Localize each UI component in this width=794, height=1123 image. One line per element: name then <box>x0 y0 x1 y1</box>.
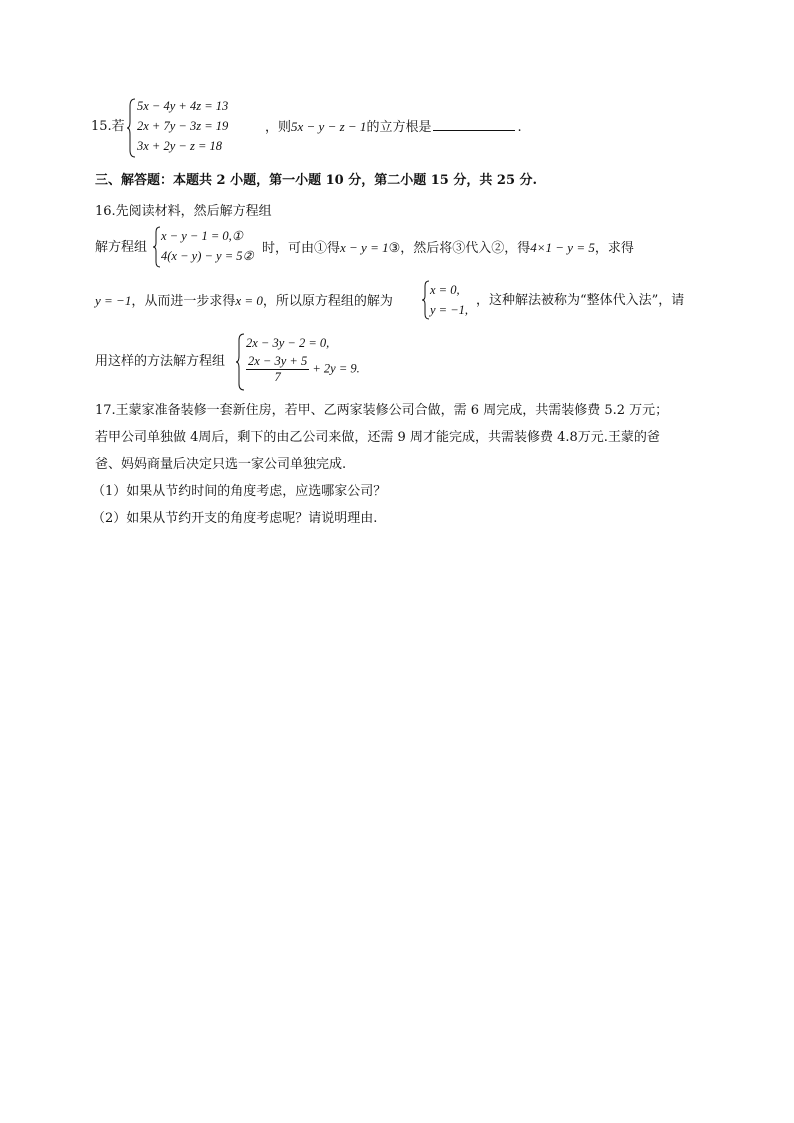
q16-sys2-eq1: 2x − 3y − 2 = 0, <box>246 336 330 350</box>
q16-line3-expr1: y = −1 <box>95 293 132 308</box>
q16-line3-expr2: x = 0 <box>235 293 263 308</box>
q15-rest <box>265 118 522 137</box>
q15-mid: ，则 <box>265 120 292 135</box>
q16-sys2-eq2 <box>246 354 360 385</box>
q16-sys2-rest: + 2y = 9. <box>312 361 360 376</box>
section-3-heading: 三、解答题：本题共 2 小题，第一小题 10 分，第二小题 15 分，共 25 分. <box>95 173 538 188</box>
q16-sol-brace <box>422 280 430 320</box>
q16-line3-text1: ，从而进一步求得 <box>131 294 236 309</box>
q16-sys2 <box>246 333 360 385</box>
q15-eq3: 3x + 2y − z = 18 <box>137 139 223 153</box>
q16-solution <box>430 280 468 320</box>
q16-line2-text1: 时，可由①得 <box>262 241 341 256</box>
q15-system <box>137 96 228 156</box>
q16-sys2-numerator: 2x − 3y + 5 <box>248 354 308 368</box>
q17-sub2: （2）如果从节约开支的角度考虑呢？请说明理由. <box>92 511 378 526</box>
q16-line2-expr1: x − y = 1 <box>340 240 389 255</box>
answer-blank[interactable] <box>433 118 515 131</box>
q16-line4-lead: 用这样的方法解方程组 <box>95 354 226 369</box>
q16-line2-text2: ③，然后将③代入②，得 <box>388 241 531 256</box>
q15-eq2: 2x + 7y − 3z = 19 <box>137 119 229 133</box>
q15-prefix: 15.若 <box>91 119 125 134</box>
q17-sub1: （1）如果从节约时间的角度考虑，应选哪家公司？ <box>92 484 387 499</box>
q16-sys1 <box>161 226 254 266</box>
q16-line3-text3: ，这种解法被称为“整体代入法”，请 <box>476 293 685 308</box>
q16-intro: 16.先阅读材料，然后解方程组 <box>95 204 272 219</box>
q15-end: . <box>517 120 522 135</box>
q15-expr: 5x − y − z − 1 <box>291 119 367 134</box>
q16-line2-lead: 解方程组 <box>95 240 148 255</box>
q17-line3: 爸、妈妈商量后决定只选一家公司单独完成. <box>95 457 347 472</box>
q16-line2 <box>262 239 634 258</box>
q16-line2-text3: ，求得 <box>594 241 634 256</box>
q16-sys1-brace <box>153 226 161 268</box>
q16-sys2-brace <box>236 333 245 391</box>
q16-sys1-eq1: x − y − 1 = 0,① <box>161 229 243 243</box>
q16-sys1-eq2: 4(x − y) − y = 5② <box>161 249 254 263</box>
q16-line3-a <box>95 292 393 311</box>
q16-sol-eq2: y = −1, <box>430 303 469 317</box>
q16-line3-text2: ，所以原方程组的解为 <box>262 294 393 309</box>
q16-sys2-fraction <box>246 354 309 385</box>
q15-brace <box>127 98 137 158</box>
q15-eq1: 5x − 4y + 4z = 13 <box>137 99 229 113</box>
q17-line1: 17.王蒙家准备装修一套新住房，若甲、乙两家装修公司合做，需 6 周完成，共需装修费 5.2 万元； <box>95 403 669 418</box>
q17-line2: 若甲公司单独做 4周后，剩下的由乙公司来做，还需 9 周才能完成，共需装修费 4.8万元.王蒙的爸 <box>95 430 660 445</box>
q16-sys2-denominator: 7 <box>274 370 281 384</box>
q15-suffix: 的立方根是 <box>366 120 432 135</box>
q16-sol-eq1: x = 0, <box>430 283 460 297</box>
q16-line2-expr2: 4×1 − y = 5 <box>530 240 595 255</box>
